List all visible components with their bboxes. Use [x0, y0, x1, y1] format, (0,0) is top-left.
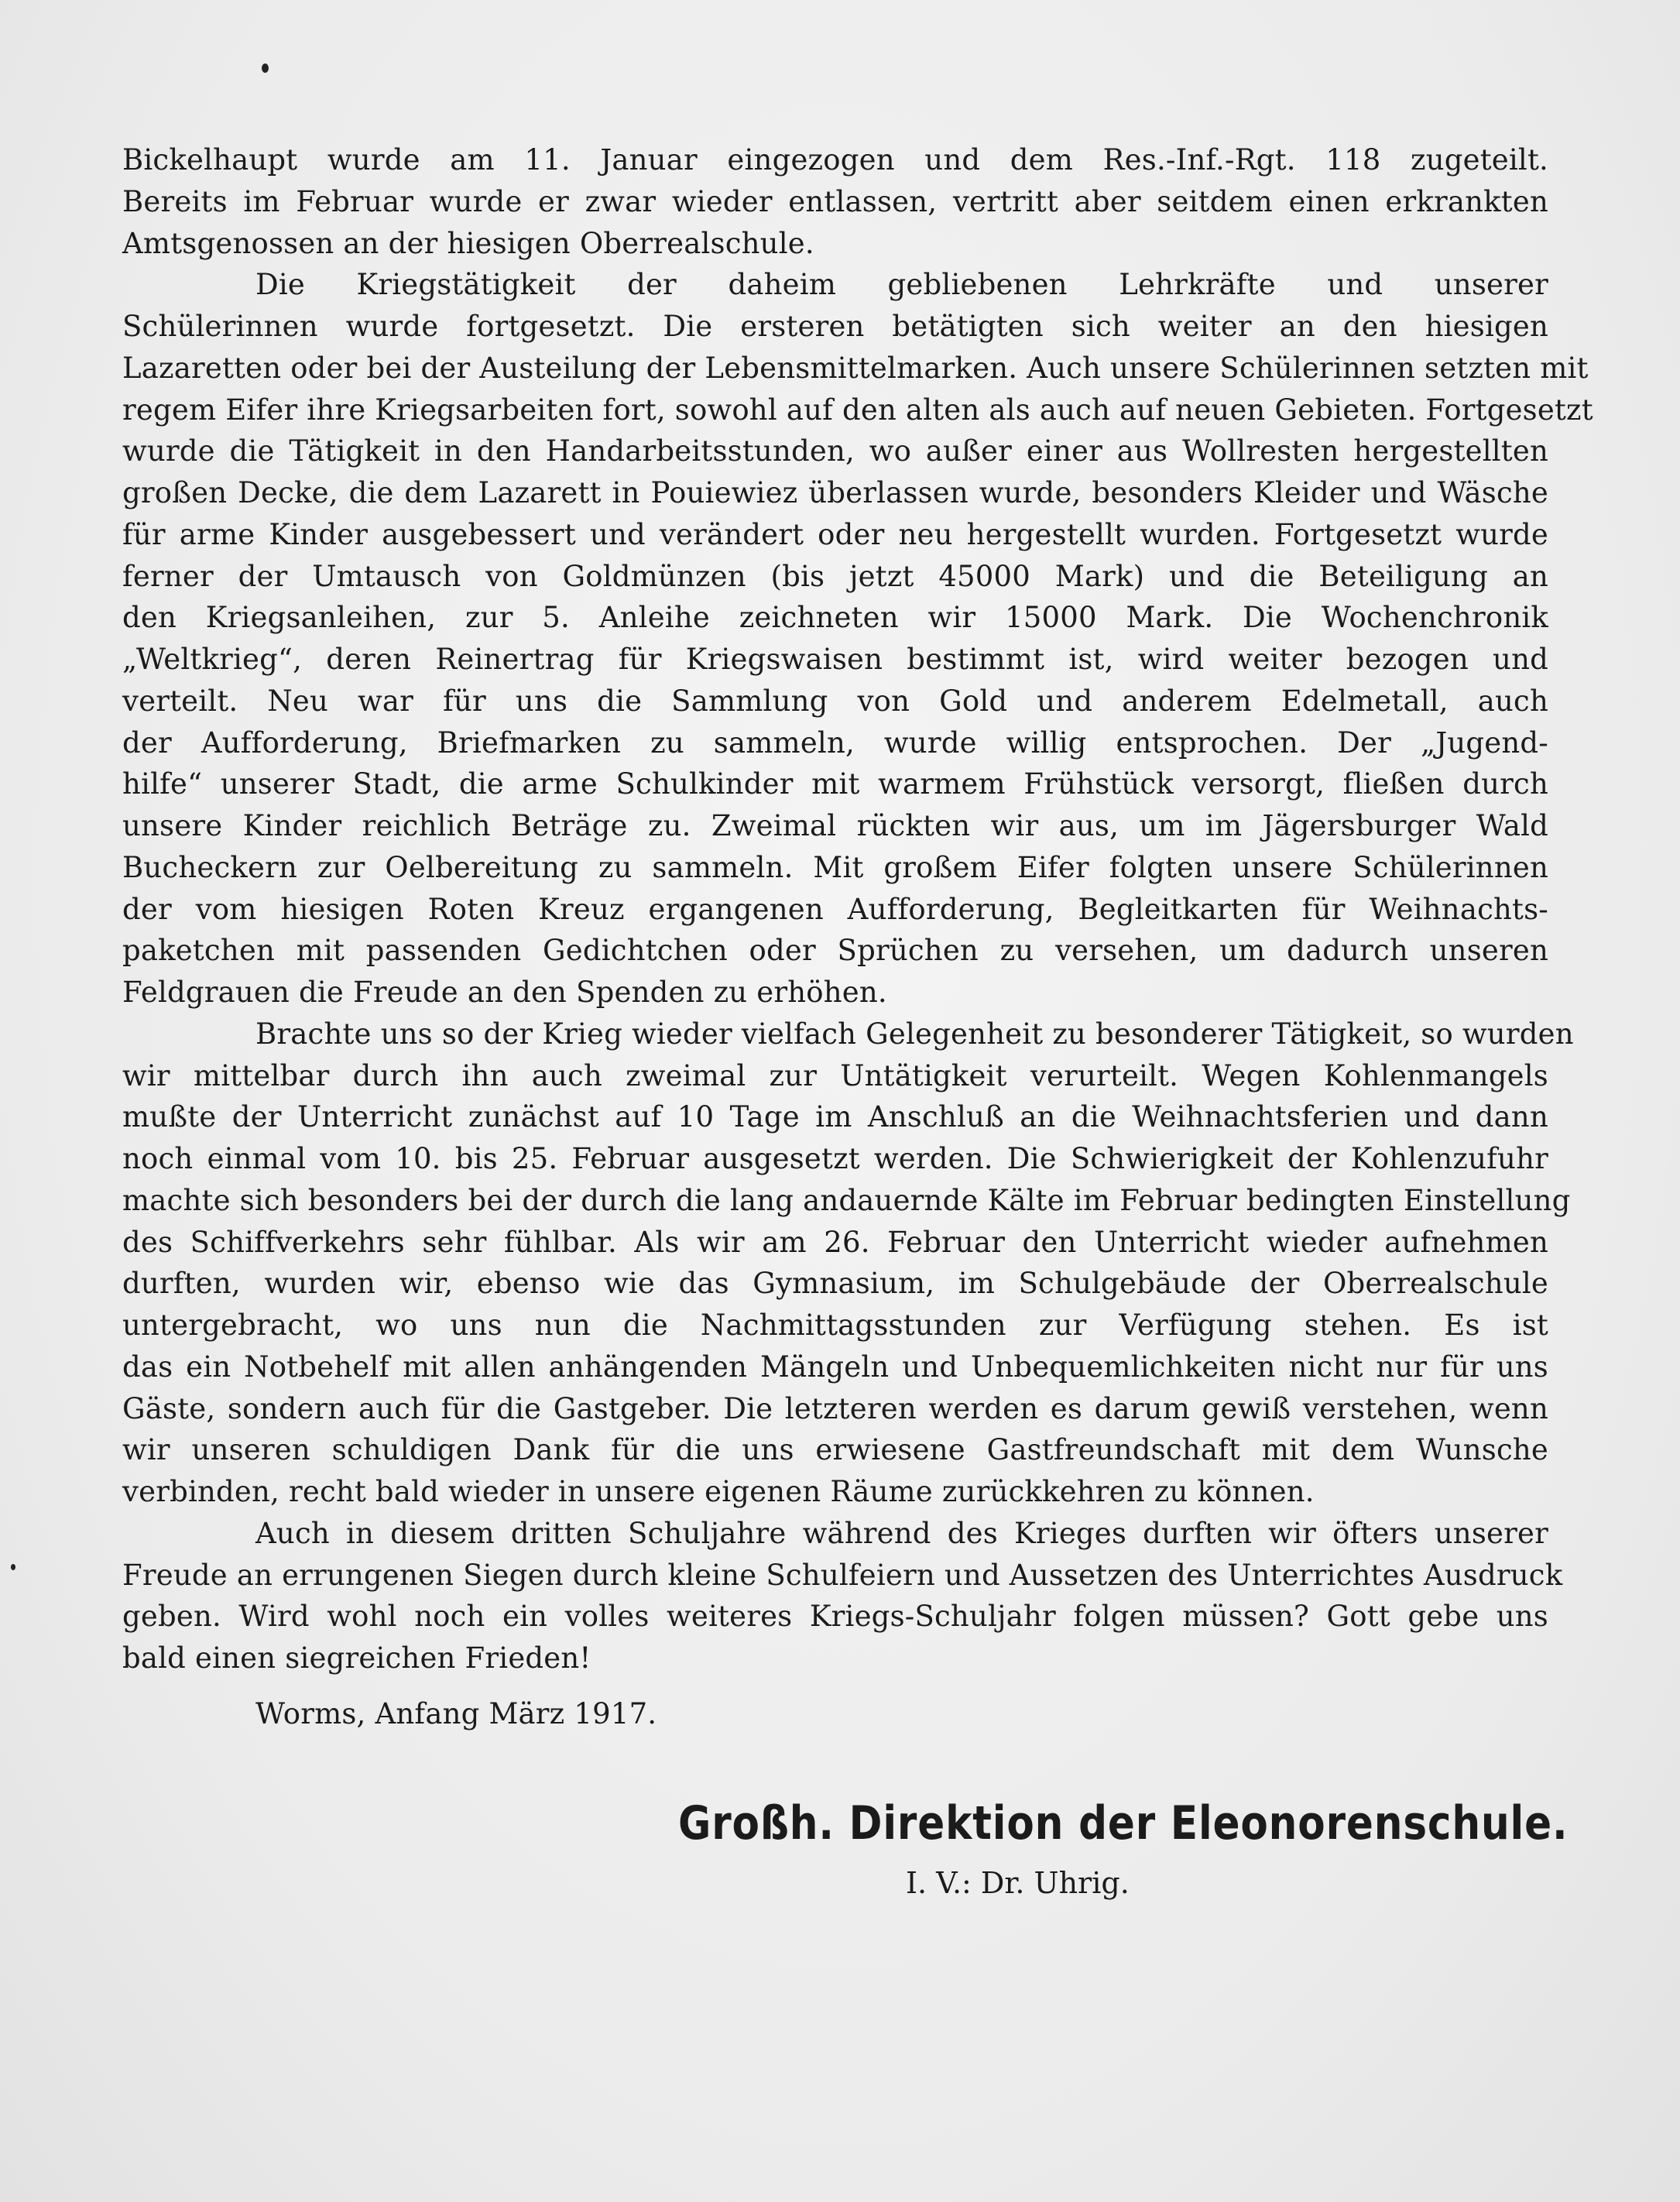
text-line: verbinden, recht bald wieder in unsere eigenen Räume zurückkehren zu können.	[122, 1475, 1315, 1508]
text-line: hilfe“ unserer Stadt, die arme Schulkinder mit warmem Frühstück versorgt, fließen durch	[122, 767, 1548, 801]
text-line: Gäste, sondern auch für die Gastgeber. Die letzteren werden es darum gewiß verstehen, wenn	[122, 1391, 1548, 1425]
text-line: Feldgrauen die Freude an den Spenden zu erhöhen.	[122, 976, 887, 1009]
text-line: ferner der Umtausch von Goldmünzen (bis jetzt 45000 Mark) und die Beteiligung an	[122, 559, 1548, 593]
text-line: regem Eifer ihre Kriegsarbeiten fort, sowohl auf den alten als auch auf neuen Gebieten. Fortgesetzt	[122, 393, 1593, 427]
text-line: Bereits im Februar wurde er zwar wieder entlassen, vertritt aber seitdem einen erkrankten	[122, 184, 1548, 218]
signature-title: Großh. Direktion der Eleonorenschule.	[678, 1796, 1569, 1850]
text-line: verteilt. Neu war für uns die Sammlung von Gold und anderem Edelmetall, auch	[122, 684, 1548, 718]
text-line: Brachte uns so der Krieg wieder vielfach Gelegenheit zu besonderer Tätigkeit, so wurden	[255, 1017, 1574, 1051]
text-line: durften, wurden wir, ebenso wie das Gymnasium, im Schulgebäude der Oberrealschule	[122, 1267, 1548, 1301]
text-line: geben. Wird wohl noch ein volles weiteres Kriegs-Schuljahr folgen müssen? Gott gebe uns	[122, 1600, 1548, 1634]
text-line: bald einen siegreichen Frieden!	[122, 1641, 591, 1675]
text-line: großen Decke, die dem Lazarett in Pouiewiez überlassen wurde, besonders Kleider und Wäsche	[122, 476, 1548, 509]
text-line: „Weltkrieg“, deren Reinertrag für Kriegswaisen bestimmt ist, wird weiter bezogen und	[122, 643, 1548, 676]
text-line: Schülerinnen wurde fortgesetzt. Die ersteren betätigten sich weiter an den hiesigen	[122, 310, 1548, 343]
text-line: des Schiffverkehrs sehr fühlbar. Als wir am 26. Februar den Unterricht wieder aufnehmen	[122, 1225, 1548, 1259]
text-line: für arme Kinder ausgebessert und verändert oder neu hergestellt wurden. Fortgesetzt wurde	[122, 517, 1548, 551]
text-line: das ein Notbehelf mit allen anhängenden Mängeln und Unbequemlichkeiten nicht nur für uns	[122, 1350, 1548, 1384]
text-line: Die Kriegstätigkeit der daheim gebliebenen Lehrkräfte und unserer	[255, 268, 1548, 302]
text-line: Auch in diesem dritten Schuljahre während des Krieges durften wir öfters unserer	[255, 1516, 1548, 1550]
text-line: Bickelhaupt wurde am 11. Januar eingezogen und dem Res.-Inf.-Rgt. 118 zugeteilt.	[122, 143, 1548, 177]
body-text	[122, 139, 1593, 1735]
text-line: wir unseren schuldigen Dank für die uns erwiesene Gastfreundschaft mit dem Wunsche	[122, 1433, 1548, 1467]
text-line: untergebracht, wo uns nun die Nachmittagsstunden zur Verfügung stehen. Es ist	[122, 1309, 1548, 1342]
text-line: machte sich besonders bei der durch die lang andauernde Kälte im Februar bedingten Einstellung	[122, 1183, 1571, 1217]
text-line: unsere Kinder reichlich Beträge zu. Zweimal rückten wir aus, um im Jägersburger Wald	[122, 809, 1548, 842]
text-line: Bucheckern zur Oelbereitung zu sammeln. Mit großem Eifer folgten unsere Schülerinnen	[122, 850, 1548, 884]
signature-name: I. V.: Dr. Uhrig.	[906, 1866, 1130, 1900]
text-line: der Aufforderung, Briefmarken zu sammeln, wurde willig entsprochen. Der „Jugend-	[122, 725, 1548, 760]
text-line: Lazaretten oder bei der Austeilung der Lebensmittelmarken. Auch unsere Schülerinnen setzten mit	[122, 351, 1589, 385]
ink-speck	[262, 63, 269, 73]
text-line: wir mittelbar durch ihn auch zweimal zur Untätigkeit verurteilt. Wegen Kohlenmangels	[122, 1058, 1548, 1092]
text-line: wurde die Tätigkeit in den Handarbeitsstunden, wo außer einer aus Wollresten hergestellten	[122, 434, 1548, 468]
text-line: Amtsgenossen an der hiesigen Oberrealschule.	[122, 226, 814, 260]
text-line: den Kriegsanleihen, zur 5. Anleihe zeichneten wir 15000 Mark. Die Wochenchronik	[122, 601, 1548, 635]
text-line: noch einmal vom 10. bis 25. Februar ausgesetzt werden. Die Schwierigkeit der Kohlenzufuhr	[122, 1142, 1548, 1175]
text-line: Freude an errungenen Siegen durch kleine Schulfeiern und Aussetzen des Unterrichtes Ausdruck	[122, 1558, 1563, 1592]
text-line: der vom hiesigen Roten Kreuz ergangenen Aufforderung, Begleitkarten für Weihnachts-	[122, 892, 1548, 926]
ink-speck	[11, 1564, 15, 1570]
text-line: paketchen mit passenden Gedichtchen oder Sprüchen zu versehen, um dadurch unseren	[122, 934, 1548, 968]
text-line: mußte der Unterricht zunächst auf 10 Tage im Anschluß an die Weihnachtsferien und dann	[122, 1100, 1548, 1134]
dateline: Worms, Anfang März 1917.	[255, 1696, 657, 1730]
